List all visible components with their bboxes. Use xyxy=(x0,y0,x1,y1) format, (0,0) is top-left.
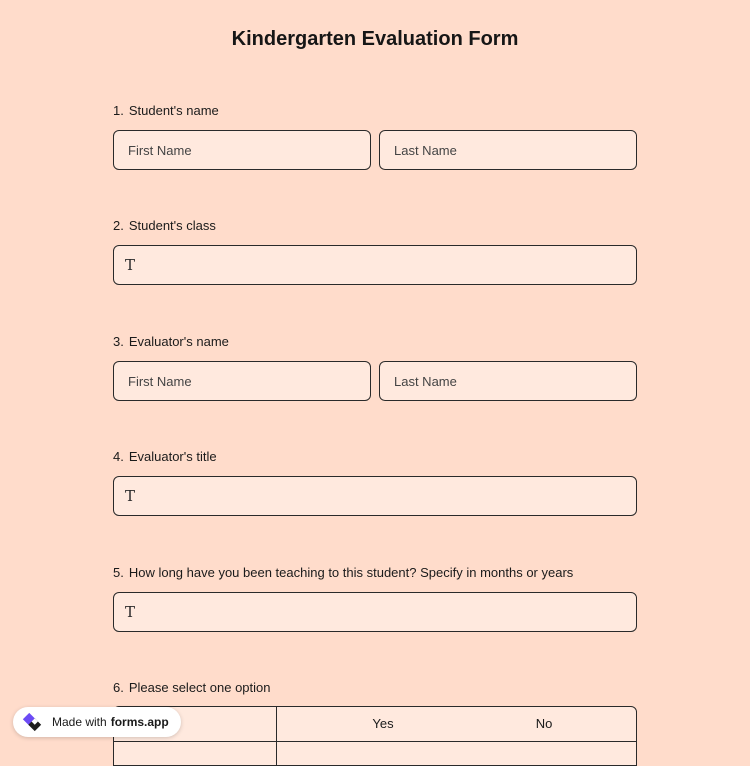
question-student-name xyxy=(113,103,637,170)
question-student-class xyxy=(113,218,637,285)
text-type-icon: T xyxy=(125,603,136,621)
matrix-row-divider xyxy=(114,741,636,742)
evaluator-first-name-input[interactable] xyxy=(113,361,371,401)
evaluator-last-name-input[interactable] xyxy=(379,361,637,401)
question-select-option xyxy=(113,680,637,696)
text-type-icon: T xyxy=(125,256,136,274)
forms-app-logo-icon xyxy=(21,711,43,733)
question-label: 3. Evaluator's name xyxy=(113,334,229,349)
matrix-column-yes: Yes xyxy=(372,716,394,731)
student-class-input[interactable] xyxy=(113,245,637,285)
student-first-name-input[interactable] xyxy=(113,130,371,170)
placeholder-text: Last Name xyxy=(394,142,457,158)
question-label: 1. Student's name xyxy=(113,103,219,118)
question-label: 6. Please select one option xyxy=(113,680,271,695)
placeholder-text: First Name xyxy=(128,373,192,389)
page-title: Kindergarten Evaluation Form xyxy=(231,28,519,50)
question-label: 2. Student's class xyxy=(113,218,216,233)
question-label: 5. How long have you been teaching to this student? Specify in months or years xyxy=(113,565,574,580)
text-type-icon: T xyxy=(125,487,136,505)
placeholder-text: First Name xyxy=(128,142,192,158)
question-evaluator-title xyxy=(113,449,637,516)
placeholder-text: Last Name xyxy=(394,373,457,389)
badge-label: Made with xyxy=(52,715,107,729)
badge-brand: forms.app xyxy=(110,715,169,729)
option-matrix xyxy=(110,706,637,766)
teaching-duration-input[interactable] xyxy=(113,592,637,632)
evaluator-title-input[interactable] xyxy=(113,476,637,516)
question-label: 4. Evaluator's title xyxy=(113,449,217,464)
student-last-name-input[interactable] xyxy=(379,130,637,170)
matrix-column-no: No xyxy=(535,716,553,731)
question-teaching-duration xyxy=(113,565,637,632)
made-with-forms-app-badge[interactable] xyxy=(13,707,181,737)
question-evaluator-name xyxy=(113,334,637,401)
